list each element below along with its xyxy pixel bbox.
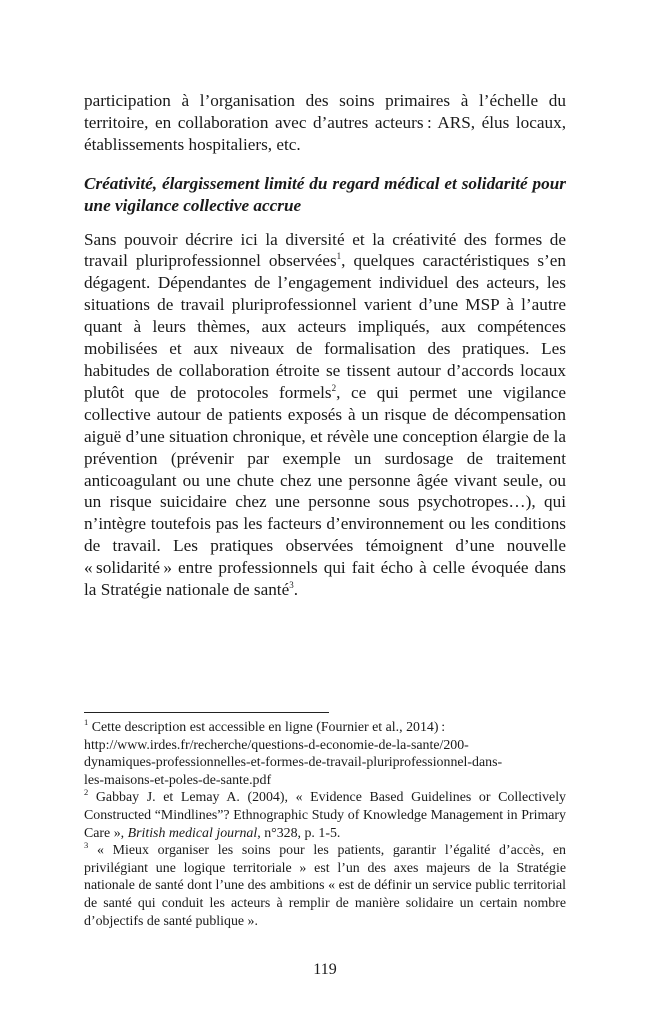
page-number: 119 — [313, 961, 337, 978]
footnote-ref-1[interactable]: 1 — [336, 251, 342, 262]
body-text-part: Sans pouvoir décrire ici la diversité et la créativité des formes de travail pluriprofessionnel observées — [84, 229, 566, 271]
footnote-text: « Mieux organiser les soins pour les patients, garantir l’égalité d’accès, en privilégiant une logique territoriale » est l’un des axes majeurs de la Stratégie nationale de santé dont l’une des ambitions « est de définir un service public territorial de santé qui conduit les acteurs à remplir de manière solidaire un certain nombre d’objectifs de santé publique ». — [84, 843, 566, 929]
url-line: les-maisons-et-poles-de-sante.pdf — [84, 772, 272, 788]
footnote-marker: 2 — [84, 787, 89, 798]
footnote-divider — [84, 712, 329, 713]
body-text-part: . — [293, 580, 299, 600]
footnote-marker: 3 — [84, 840, 89, 851]
intro-paragraph: participation à l’organisation des soins primaires à l’échelle du territoire, en collaboration avec d’autres acteurs : ARS, élus locaux, établissements hospitaliers, etc. — [84, 91, 566, 154]
footnote-url-link[interactable] — [84, 737, 566, 790]
section-heading: Créativité, élargissement limité du regard médical et solidarité pour une vigilance collective accrue — [84, 173, 566, 215]
footnote-marker: 1 — [84, 717, 89, 727]
journal-title: British medical journal — [127, 825, 258, 841]
footnote-ref-2[interactable]: 2 — [331, 382, 337, 393]
footnote-1 — [84, 719, 566, 789]
body-paragraph — [84, 229, 566, 601]
footnote-2 — [84, 789, 566, 842]
url-line: dynamiques-professionnelles-et-formes-de-travail-pluriprofessionnel-dans- — [84, 755, 503, 771]
footnote-text: , n°328, p. 1-5. — [257, 825, 341, 841]
body-text-part: , ce qui permet une vigilance collective autour de patients exposés à un risque de décompensation aiguë d’une situation chronique, et révèle une conception élargie de la prévention (prévenir par exemple un surdosage de traitement anticoagulant ou une chute chez une personne âgée vivant seule, ou un risque suicidaire chez une personne sous psychotropes…), qui n’intègre toutefois pas les facteurs d’environnement ou les conditions de travail. Les pratiques observées témoignent d’une nouvelle « solidarité » entre professionnels qui fait écho à celle évoquée dans la Stratégie nationale de santé — [84, 382, 566, 600]
footnote-ref-3[interactable]: 3 — [289, 580, 294, 591]
body-text-part: , quelques caractéristiques s’en dégagent. Dépendantes de l’engagement individuel des acteurs, les situations de travail pluriprofessionnel varient d’une MSP à l’autre quant à leurs thèmes, aux acteurs impliqués, aux compétences mobilisées et aux niveaux de formalisation des pratiques. Les habitudes de collaboration étroite se tissent autour d’accords locaux plutôt que de protocoles formels — [84, 251, 566, 402]
footnotes-section — [84, 712, 566, 930]
url-line: http://www.irdes.fr/recherche/questions-d-economie-de-la-sante/200- — [84, 737, 469, 753]
footnote-text: Cette description est accessible en ligne (Fournier et al., 2014) : — [88, 720, 446, 735]
page-body — [84, 90, 566, 601]
footnote-text: Gabbay J. et Lemay A. (2004), « Evidence Based Guidelines or Collectively Constructed “Mindlines”? Ethnographic Study of Knowledge Management in Primary Care », — [84, 790, 566, 841]
footnote-3 — [84, 842, 566, 930]
